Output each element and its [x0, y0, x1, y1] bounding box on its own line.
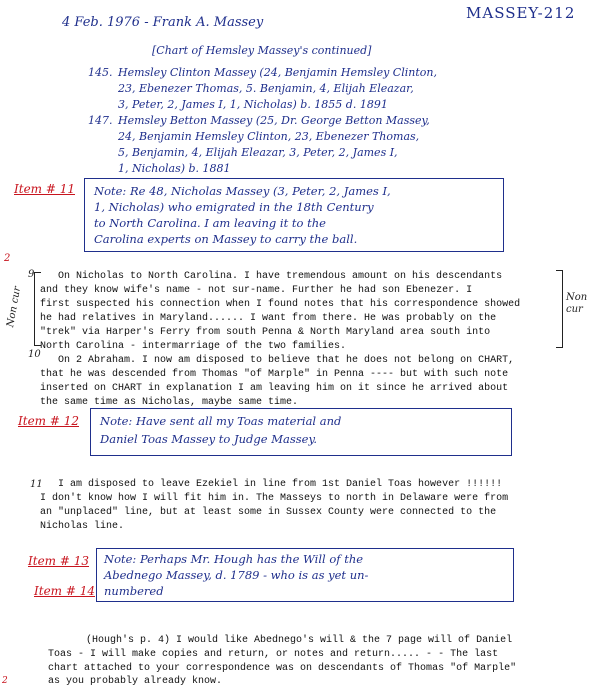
typed-line: and they know wife's name - not sur-name. Further he had son Ebenezer. I	[40, 285, 473, 296]
typed-line: North Carolina - intermarriage of the two families.	[40, 341, 347, 352]
item-14-note-line: Abednego Massey, d. 1789 - who is as yet un-	[104, 568, 369, 582]
entry-number: 145.	[88, 66, 113, 79]
margin-mark: 9	[28, 269, 35, 280]
item-12-note-line: Note: Have sent all my Toas material and	[100, 414, 342, 428]
non-cur-left-label: Non cur	[5, 285, 24, 329]
typed-line: (Hough's p. 4) I would like Abednego's will & the 7 page will of Daniel	[86, 635, 513, 646]
entry-line: 3, Peter, 2, James I, 1, Nicholas) b. 1855 d. 1891	[118, 98, 388, 111]
entry-line: 5, Benjamin, 4, Elijah Eleazar, 3, Peter, 2, James I,	[118, 146, 398, 159]
entry-line: 23, Ebenezer Thomas, 5. Benjamin, 4, Elijah Eleazar,	[118, 82, 414, 95]
typed-line: Nicholas line.	[40, 521, 125, 532]
entry-line: Hemsley Betton Massey (25, Dr. George Betton Massey,	[118, 114, 430, 127]
item-11-note-line: to North Carolina. I am leaving it to the	[94, 216, 326, 230]
typed-line: as you probably already know.	[48, 676, 223, 687]
typed-line: I am disposed to leave Ezekiel in line from 1st Daniel Toas however !!!!!!	[58, 479, 503, 490]
typed-line: On Nicholas to North Carolina. I have tremendous amount on his descendants	[58, 271, 503, 282]
item-13-label: Item # 13	[28, 554, 89, 568]
item-14-note-line: Note: Perhaps Mr. Hough has the Will of the	[104, 552, 364, 566]
typed-line: first suspected his connection when I found notes that his correspondence showed	[40, 299, 521, 310]
non-cur-right-label: Non cur	[566, 292, 588, 315]
typed-line: inserted on CHART in explanation I am leaving him on it since he arrived about	[40, 383, 509, 394]
margin-mark: 11	[30, 479, 43, 490]
entry-line: 1, Nicholas) b. 1881	[118, 162, 231, 175]
typed-line: Toas - I will make copies and return, or notes and return..... - - The last	[48, 649, 499, 660]
item-12-label: Item # 12	[18, 414, 79, 428]
typed-line: "trek" via Harper's Ferry from south Penna & North Maryland area south into	[40, 327, 491, 338]
typed-line: chart attached to your correspondence was on descendants of Thomas "of Marple"	[48, 663, 517, 674]
margin-mark: 2	[4, 253, 11, 264]
item-12-note-line: Daniel Toas Massey to Judge Massey.	[100, 432, 318, 446]
typed-line: he had relatives in Maryland...... I want from there. He was probably on the	[40, 313, 497, 324]
item-11-note-line: Note: Re 48, Nicholas Massey (3, Peter, 2, James I,	[94, 184, 391, 198]
right-bracket	[556, 270, 563, 348]
typed-line: an "unplaced" line, but at least some in Sussex County were connected to the	[40, 507, 497, 518]
item-11-note-line: Carolina experts on Massey to carry the ball.	[94, 232, 358, 246]
typed-line: the same time as Nicholas, maybe same time.	[40, 397, 299, 408]
typed-line: that he was descended from Thomas "of Marple" in Penna ---- but with such note	[40, 369, 509, 380]
typed-line: On 2 Abraham. I now am disposed to believe that he does not belong on CHART,	[58, 355, 515, 366]
item-14-note-line: numbered	[104, 584, 164, 598]
document-code: MASSEY-212	[466, 4, 576, 22]
margin-mark: 10	[28, 349, 41, 360]
chart-subtitle: [Chart of Hemsley Massey's continued]	[152, 44, 372, 57]
date-line: 4 Feb. 1976 - Frank A. Massey	[62, 15, 264, 30]
entry-line: Hemsley Clinton Massey (24, Benjamin Hemsley Clinton,	[118, 66, 437, 79]
item-11-label: Item # 11	[14, 182, 75, 196]
item-11-note-line: 1, Nicholas) who emigrated in the 18th Century	[94, 200, 374, 214]
entry-number: 147.	[88, 114, 113, 127]
margin-mark: 2	[2, 676, 8, 686]
item-14-label: Item # 14	[34, 584, 95, 598]
entry-line: 24, Benjamin Hemsley Clinton, 23, Ebenezer Thomas,	[118, 130, 420, 143]
typed-line: I don't know how I will fit him in. The Masseys to north in Delaware were from	[40, 493, 509, 504]
